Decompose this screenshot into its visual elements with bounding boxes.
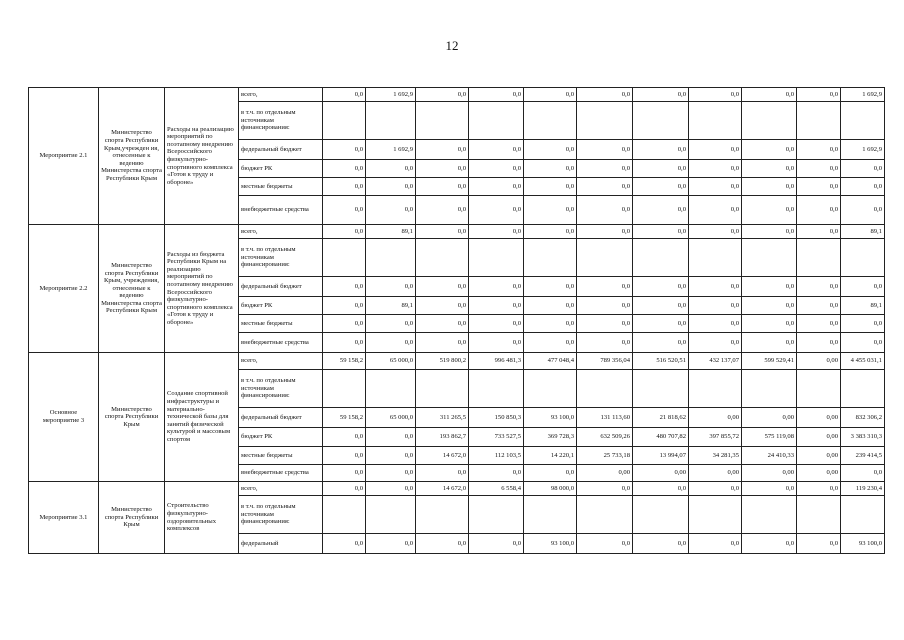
value-cell: 59 158,2 <box>323 353 366 370</box>
value-cell: 996 481,3 <box>469 353 524 370</box>
value-cell: 0,0 <box>742 534 797 554</box>
value-cell: 0,0 <box>633 333 689 353</box>
source-label: местные бюджеты <box>239 178 323 196</box>
value-cell: 0,0 <box>366 333 416 353</box>
value-cell: 0,0 <box>633 196 689 225</box>
value-cell: 0,0 <box>742 277 797 297</box>
value-cell: 0,00 <box>742 408 797 428</box>
value-cell <box>841 239 885 277</box>
value-cell: 0,00 <box>797 428 841 447</box>
value-cell: 0,0 <box>366 196 416 225</box>
value-cell: 733 527,5 <box>469 428 524 447</box>
value-cell: 0,0 <box>689 88 742 102</box>
value-cell: 0,0 <box>689 160 742 178</box>
value-cell <box>841 102 885 140</box>
value-cell: 0,0 <box>577 88 633 102</box>
measure-name-cell: Расходы на реализацию мероприятий по поэтапному внедрению Всероссийского физкультурно-спортивного комплекса «Готов к труду и обороне» <box>165 88 239 225</box>
value-cell <box>689 239 742 277</box>
value-cell: 0,0 <box>469 315 524 333</box>
value-cell: 65 000,0 <box>366 353 416 370</box>
value-cell: 0,0 <box>469 277 524 297</box>
value-cell: 239 414,5 <box>841 447 885 465</box>
value-cell: 0,0 <box>797 315 841 333</box>
value-cell: 0,0 <box>797 482 841 496</box>
value-cell <box>323 370 366 408</box>
value-cell <box>841 370 885 408</box>
value-cell: 0,0 <box>366 315 416 333</box>
value-cell: 0,0 <box>416 160 469 178</box>
value-cell: 599 529,41 <box>742 353 797 370</box>
value-cell: 0,0 <box>524 333 577 353</box>
table-body <box>29 88 885 554</box>
value-cell: 516 520,51 <box>633 353 689 370</box>
value-cell: 575 119,08 <box>742 428 797 447</box>
value-cell <box>797 370 841 408</box>
value-cell: 0,0 <box>577 333 633 353</box>
value-cell <box>689 102 742 140</box>
source-label: федеральный бюджет <box>239 140 323 160</box>
value-cell: 0,0 <box>742 297 797 315</box>
source-label: всего, <box>239 353 323 370</box>
value-cell <box>469 239 524 277</box>
value-cell: 0,0 <box>366 178 416 196</box>
value-cell: 0,00 <box>797 353 841 370</box>
value-cell: 0,0 <box>323 534 366 554</box>
source-label: в т.ч. по отдельным источникам финансирования: <box>239 102 323 140</box>
value-cell: 0,0 <box>366 447 416 465</box>
value-cell: 0,0 <box>742 333 797 353</box>
value-cell: 0,0 <box>323 315 366 333</box>
value-cell <box>577 370 633 408</box>
value-cell: 0,0 <box>323 178 366 196</box>
value-cell: 0,0 <box>524 88 577 102</box>
value-cell: 477 048,4 <box>524 353 577 370</box>
value-cell: 0,0 <box>524 225 577 239</box>
value-cell: 0,0 <box>577 297 633 315</box>
value-cell: 832 306,2 <box>841 408 885 428</box>
value-cell: 0,0 <box>416 297 469 315</box>
value-cell <box>416 496 469 534</box>
value-cell <box>366 102 416 140</box>
value-cell: 1 692,9 <box>841 88 885 102</box>
value-cell: 89,1 <box>366 297 416 315</box>
value-cell: 0,0 <box>689 333 742 353</box>
value-cell: 131 113,60 <box>577 408 633 428</box>
value-cell: 0,0 <box>469 297 524 315</box>
source-label: бюджет РК <box>239 160 323 178</box>
value-cell: 0,0 <box>416 315 469 333</box>
value-cell <box>524 370 577 408</box>
value-cell: 193 862,7 <box>416 428 469 447</box>
value-cell: 0,0 <box>469 333 524 353</box>
value-cell <box>469 102 524 140</box>
source-label: всего, <box>239 482 323 496</box>
source-label: федеральный бюджет <box>239 408 323 428</box>
value-cell: 0,0 <box>689 196 742 225</box>
value-cell: 0,0 <box>633 297 689 315</box>
value-cell: 0,0 <box>323 88 366 102</box>
value-cell: 0,0 <box>323 465 366 482</box>
value-cell <box>742 496 797 534</box>
value-cell: 0,0 <box>577 160 633 178</box>
value-cell: 0,00 <box>797 447 841 465</box>
table-row <box>29 225 885 239</box>
measure-id-cell: Мероприятие 2.1 <box>29 88 99 225</box>
value-cell: 632 509,26 <box>577 428 633 447</box>
value-cell: 13 994,07 <box>633 447 689 465</box>
value-cell: 0,0 <box>841 160 885 178</box>
source-label: внебюджетные средства <box>239 465 323 482</box>
value-cell: 0,0 <box>633 178 689 196</box>
value-cell: 0,0 <box>797 160 841 178</box>
value-cell: 0,0 <box>416 196 469 225</box>
value-cell <box>633 239 689 277</box>
value-cell: 89,1 <box>841 225 885 239</box>
value-cell: 24 410,33 <box>742 447 797 465</box>
value-cell: 0,0 <box>689 315 742 333</box>
source-label: внебюджетные средства <box>239 333 323 353</box>
value-cell: 0,0 <box>469 225 524 239</box>
value-cell: 0,0 <box>323 140 366 160</box>
value-cell: 0,0 <box>633 534 689 554</box>
source-label: в т.ч. по отдельным источникам финансирования: <box>239 239 323 277</box>
value-cell: 0,0 <box>416 88 469 102</box>
measure-name-cell: Строительство физкультурно-оздоровительных комплексов <box>165 482 239 554</box>
value-cell: 0,0 <box>633 482 689 496</box>
value-cell <box>797 496 841 534</box>
value-cell: 93 100,0 <box>524 534 577 554</box>
value-cell: 0,0 <box>742 225 797 239</box>
value-cell: 59 158,2 <box>323 408 366 428</box>
value-cell <box>323 239 366 277</box>
value-cell: 0,0 <box>797 88 841 102</box>
value-cell <box>577 239 633 277</box>
value-cell: 0,0 <box>524 178 577 196</box>
value-cell <box>366 239 416 277</box>
value-cell: 1 692,9 <box>366 140 416 160</box>
value-cell: 14 220,1 <box>524 447 577 465</box>
value-cell: 0,0 <box>524 160 577 178</box>
value-cell <box>742 370 797 408</box>
value-cell <box>524 239 577 277</box>
budget-table <box>28 87 885 554</box>
source-label: местные бюджеты <box>239 447 323 465</box>
value-cell: 0,0 <box>797 196 841 225</box>
source-label: бюджет РК <box>239 428 323 447</box>
value-cell: 0,0 <box>323 333 366 353</box>
value-cell: 0,0 <box>323 277 366 297</box>
value-cell: 0,0 <box>366 428 416 447</box>
value-cell: 0,0 <box>577 178 633 196</box>
value-cell: 25 733,18 <box>577 447 633 465</box>
value-cell: 0,0 <box>469 140 524 160</box>
value-cell: 0,0 <box>577 315 633 333</box>
value-cell <box>633 370 689 408</box>
value-cell: 0,00 <box>577 465 633 482</box>
value-cell: 93 100,0 <box>524 408 577 428</box>
table-row <box>29 88 885 102</box>
value-cell <box>689 370 742 408</box>
value-cell: 0,0 <box>366 277 416 297</box>
source-label: федеральный бюджет <box>239 277 323 297</box>
value-cell: 0,0 <box>416 534 469 554</box>
value-cell <box>841 496 885 534</box>
table-row <box>29 482 885 496</box>
value-cell: 0,0 <box>797 534 841 554</box>
value-cell: 0,0 <box>469 88 524 102</box>
value-cell: 0,0 <box>797 178 841 196</box>
value-cell: 0,0 <box>742 315 797 333</box>
value-cell: 0,0 <box>797 277 841 297</box>
value-cell: 0,0 <box>416 465 469 482</box>
value-cell: 98 000,0 <box>524 482 577 496</box>
source-label: в т.ч. по отдельным источникам финансирования: <box>239 370 323 408</box>
value-cell: 89,1 <box>841 297 885 315</box>
value-cell <box>416 370 469 408</box>
source-label: внебюджетные средства <box>239 196 323 225</box>
responsible-cell: Министерство спорта Республики Крым <box>99 482 165 554</box>
value-cell: 0,0 <box>797 225 841 239</box>
value-cell: 0,0 <box>524 315 577 333</box>
value-cell: 0,0 <box>689 534 742 554</box>
value-cell: 65 000,0 <box>366 408 416 428</box>
source-label: федеральный <box>239 534 323 554</box>
value-cell: 0,0 <box>416 277 469 297</box>
value-cell: 0,0 <box>797 333 841 353</box>
value-cell: 0,0 <box>469 160 524 178</box>
value-cell: 0,0 <box>469 178 524 196</box>
value-cell: 0,0 <box>742 140 797 160</box>
value-cell: 0,0 <box>633 225 689 239</box>
value-cell: 0,0 <box>633 315 689 333</box>
value-cell: 150 850,3 <box>469 408 524 428</box>
value-cell <box>323 496 366 534</box>
value-cell: 0,0 <box>469 465 524 482</box>
value-cell: 0,0 <box>469 534 524 554</box>
value-cell <box>524 496 577 534</box>
value-cell: 0,0 <box>416 178 469 196</box>
value-cell: 0,0 <box>797 297 841 315</box>
source-label: бюджет РК <box>239 297 323 315</box>
value-cell: 0,0 <box>742 196 797 225</box>
value-cell: 21 818,62 <box>633 408 689 428</box>
value-cell <box>524 102 577 140</box>
responsible-cell: Министерство спорта Республики Крым, учреждения, отнесенные к ведению Министерства спорта Республики Крым <box>99 225 165 353</box>
value-cell: 3 383 310,3 <box>841 428 885 447</box>
value-cell: 0,0 <box>841 277 885 297</box>
value-cell: 0,0 <box>742 160 797 178</box>
value-cell <box>689 496 742 534</box>
value-cell <box>742 239 797 277</box>
value-cell: 0,0 <box>689 297 742 315</box>
value-cell <box>366 370 416 408</box>
value-cell: 0,00 <box>689 465 742 482</box>
value-cell <box>633 102 689 140</box>
value-cell: 6 558,4 <box>469 482 524 496</box>
value-cell <box>577 102 633 140</box>
value-cell: 519 800,2 <box>416 353 469 370</box>
value-cell: 0,0 <box>524 196 577 225</box>
value-cell: 0,0 <box>633 140 689 160</box>
value-cell: 0,0 <box>689 140 742 160</box>
value-cell: 0,0 <box>689 178 742 196</box>
value-cell <box>577 496 633 534</box>
value-cell: 0,0 <box>841 333 885 353</box>
page-number: 12 <box>445 38 459 53</box>
value-cell: 0,00 <box>797 465 841 482</box>
value-cell: 0,0 <box>742 482 797 496</box>
value-cell: 0,0 <box>416 225 469 239</box>
value-cell: 93 100,0 <box>841 534 885 554</box>
value-cell: 0,0 <box>366 465 416 482</box>
value-cell: 0,0 <box>841 196 885 225</box>
value-cell: 0,0 <box>323 160 366 178</box>
value-cell: 0,00 <box>633 465 689 482</box>
value-cell: 0,00 <box>797 408 841 428</box>
source-label: всего, <box>239 88 323 102</box>
value-cell: 0,0 <box>633 277 689 297</box>
value-cell <box>797 239 841 277</box>
value-cell: 0,0 <box>841 178 885 196</box>
value-cell: 0,0 <box>841 315 885 333</box>
value-cell: 0,0 <box>577 225 633 239</box>
value-cell: 0,0 <box>366 534 416 554</box>
value-cell <box>469 370 524 408</box>
value-cell: 0,0 <box>416 333 469 353</box>
value-cell: 4 455 031,1 <box>841 353 885 370</box>
measure-name-cell: Расходы из бюджета Республики Крым на реализацию мероприятий по поэтапному внедрению Всероссийского физкультурно-спортивного комплекса «Готов к труду и обороне» <box>165 225 239 353</box>
value-cell <box>416 239 469 277</box>
value-cell: 369 728,3 <box>524 428 577 447</box>
value-cell: 0,0 <box>577 196 633 225</box>
value-cell: 112 103,5 <box>469 447 524 465</box>
value-cell: 0,0 <box>633 160 689 178</box>
measure-id-cell: Мероприятие 3.1 <box>29 482 99 554</box>
value-cell: 0,0 <box>323 225 366 239</box>
value-cell: 0,0 <box>689 482 742 496</box>
value-cell <box>742 102 797 140</box>
value-cell: 119 230,4 <box>841 482 885 496</box>
value-cell: 0,0 <box>524 465 577 482</box>
value-cell: 0,00 <box>742 465 797 482</box>
value-cell: 0,0 <box>323 482 366 496</box>
source-label: в т.ч. по отдельным источникам финансирования: <box>239 496 323 534</box>
responsible-cell: Министерство спорта Республики Крым <box>99 353 165 482</box>
value-cell: 0,0 <box>689 225 742 239</box>
value-cell: 0,0 <box>323 297 366 315</box>
value-cell <box>469 496 524 534</box>
value-cell: 0,0 <box>797 140 841 160</box>
value-cell: 0,0 <box>577 482 633 496</box>
value-cell: 0,0 <box>323 428 366 447</box>
value-cell: 0,0 <box>577 140 633 160</box>
value-cell: 1 692,9 <box>366 88 416 102</box>
value-cell: 1 692,9 <box>841 140 885 160</box>
value-cell: 311 265,5 <box>416 408 469 428</box>
measure-id-cell: Мероприятие 2.2 <box>29 225 99 353</box>
value-cell: 0,0 <box>469 196 524 225</box>
value-cell <box>416 102 469 140</box>
value-cell: 0,0 <box>323 447 366 465</box>
source-label: местные бюджеты <box>239 315 323 333</box>
value-cell <box>797 102 841 140</box>
value-cell: 14 672,0 <box>416 447 469 465</box>
value-cell: 0,0 <box>689 277 742 297</box>
value-cell: 0,00 <box>689 408 742 428</box>
value-cell <box>633 496 689 534</box>
value-cell: 480 707,82 <box>633 428 689 447</box>
value-cell: 0,0 <box>524 277 577 297</box>
value-cell: 0,0 <box>366 482 416 496</box>
value-cell: 789 356,04 <box>577 353 633 370</box>
value-cell: 14 672,0 <box>416 482 469 496</box>
measure-id-cell: Основное мероприятие 3 <box>29 353 99 482</box>
value-cell: 397 855,72 <box>689 428 742 447</box>
value-cell: 0,0 <box>416 140 469 160</box>
value-cell: 89,1 <box>366 225 416 239</box>
value-cell: 0,0 <box>524 140 577 160</box>
measure-name-cell: Создание спортивной инфраструктуры и материально-технической базы для занятий физической культурой и массовым спортом <box>165 353 239 482</box>
value-cell <box>323 102 366 140</box>
value-cell: 0,0 <box>524 297 577 315</box>
value-cell: 0,0 <box>742 178 797 196</box>
value-cell: 432 137,07 <box>689 353 742 370</box>
value-cell: 0,0 <box>633 88 689 102</box>
value-cell: 0,0 <box>577 534 633 554</box>
value-cell: 0,0 <box>577 277 633 297</box>
value-cell: 0,0 <box>323 196 366 225</box>
value-cell: 34 281,35 <box>689 447 742 465</box>
source-label: всего, <box>239 225 323 239</box>
table-row <box>29 353 885 370</box>
responsible-cell: Министерство спорта Республики Крым,учрежден ия, отнесенные к ведению Министерства спорта Республики Крым <box>99 88 165 225</box>
value-cell: 0,0 <box>841 465 885 482</box>
value-cell: 0,0 <box>742 88 797 102</box>
value-cell <box>366 496 416 534</box>
value-cell: 0,0 <box>366 160 416 178</box>
